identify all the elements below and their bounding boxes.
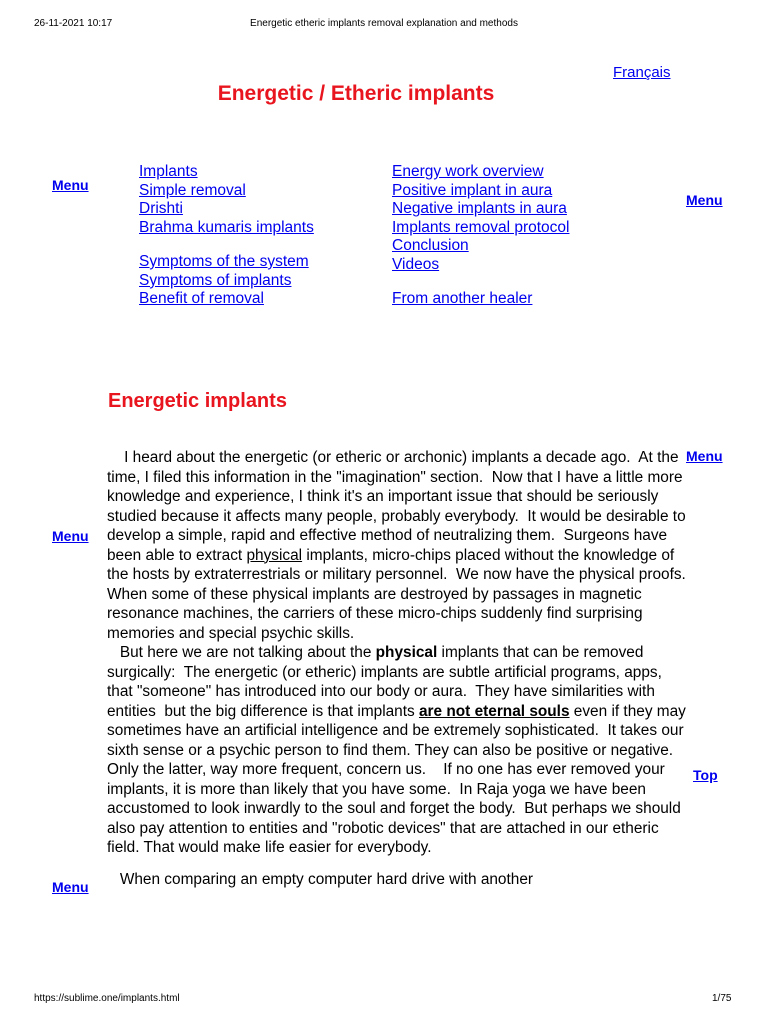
toc-link-implants[interactable]: Implants [139,163,198,180]
toc-link-simple-removal[interactable]: Simple removal [139,181,246,199]
p2-bold-physical: physical [375,644,438,661]
page-title: Energetic / Etheric implants [217,82,495,105]
print-document-title: Energetic etheric implants removal explanation and methods [250,18,518,29]
article-body [107,448,695,889]
toc-link-positive-implant-in-aura[interactable]: Positive implant in aura [392,181,553,199]
menu-link-3[interactable]: Menu [686,448,723,464]
toc-link-negative-implants-in-aura[interactable]: Negative implants in aura [392,200,567,217]
menu-link-2[interactable]: Menu [686,192,723,208]
menu-link-4[interactable]: Menu [52,528,89,544]
toc-link-implants-removal-protocol[interactable]: Implants removal protocol [392,218,570,236]
toc-right-column [392,163,569,309]
print-page-number: 1/75 [712,993,732,1004]
print-datetime: 26-11-2021 10:17 [34,18,113,29]
toc-link-symptoms-of-implants[interactable]: Symptoms of implants [139,271,292,289]
article-paragraph-2 [107,643,691,858]
p2-text-start: But here we are not talking about the [107,644,376,661]
toc-link-from-another-healer[interactable]: From another healer [392,290,533,307]
article-paragraph-1 [107,448,695,643]
print-footer-url: https://sublime.one/implants.html [34,993,180,1004]
toc-link-brahma-kumaris-implants[interactable]: Brahma kumaris implants [139,218,314,236]
p1-text-start: I heard about the energetic (or etheric or archonic) implants a decade ago. At the time, I filed this information in the "imagination" section. Now that I have a little more knowledge and experience, I think it's an important issue that should be seriously studied because it affects many people, probably everybody. It would be desirable to develop a simple, rapid and effective method of neutralizing them. Surgeons have been able to extract [107,449,690,564]
menu-link-1[interactable]: Menu [52,177,89,193]
toc-link-symptoms-of-the-system[interactable]: Symptoms of the system [139,253,309,270]
language-link-francais[interactable]: Français [613,64,671,81]
toc-left-column [139,163,314,309]
toc-link-drishti[interactable]: Drishti [139,200,183,217]
toc-link-benefit-of-removal[interactable]: Benefit of removal [139,290,264,307]
p3-text: When comparing an empty computer hard drive with another [107,870,534,888]
menu-link-5[interactable]: Menu [52,879,89,895]
p2-text-mid: implants that can be removed surgically: The energetic (or etheric) implants are subtle artificial programs, apps, that "someone" has introduced into our body or aura. They have similarities with entities but the big difference is that implants [107,644,667,720]
p2-text-end: even if they may sometimes have an artificial intelligence and be extremely sophisticated. It takes our sixth sense or a psychic person to find them. They can also be positive or negative. Only the latter, way more frequent, concern us. If no one has ever removed your implants, it is more than likely that you have some. In Raja yoga we have been accustomed to look inwardly to the soul and forget the body. But perhaps we should also pay attention to entities and "robotic devices" that are attached in our etheric field. That would make life easier for everybody. [107,702,691,856]
section-title: Energetic implants [108,390,287,412]
toc-link-energy-work-overview[interactable]: Energy work overview [392,163,544,180]
p1-text-end: implants, micro-chips placed without the knowledge of the hosts by extraterrestrials or military personnel. We now have the physical proofs. When some of these physical implants are destroyed by passages in magnetic resonance machines, the carriers of these micro-chips suddenly find surprising memories and special psychic skills. [107,546,695,642]
toc-link-conclusion[interactable]: Conclusion [392,237,469,254]
article-paragraph-3 [107,870,687,890]
toc-link-videos[interactable]: Videos [392,255,440,273]
p1-underlined-physical: physical [246,546,303,564]
p2-bold-underlined: are not eternal souls [418,702,570,720]
top-link[interactable]: Top [693,767,718,783]
